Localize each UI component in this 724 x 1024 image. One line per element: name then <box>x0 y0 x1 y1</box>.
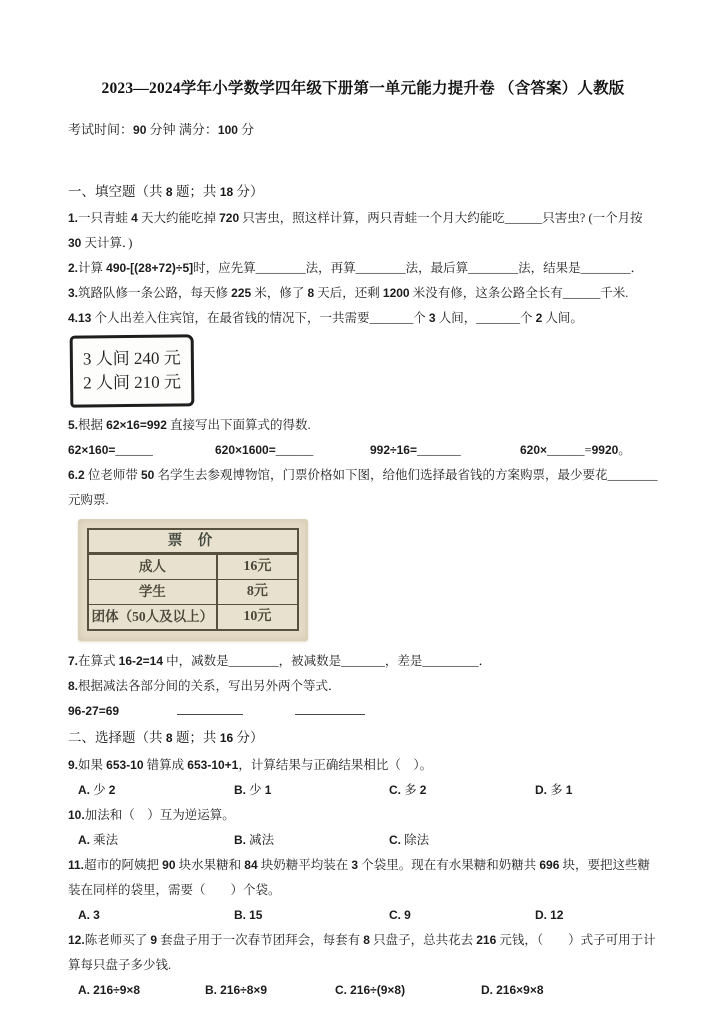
question-8-answer-line <box>68 699 658 724</box>
room-price-sign-image <box>70 334 195 407</box>
answer-blank <box>295 701 365 715</box>
ticket-type-student: 学生 <box>89 580 218 604</box>
question-7-line-1: 7.在算式 16-2=14 中，减数是________，被减数是_______，差是_________． <box>68 654 492 668</box>
section1-heading: 一、填空题（共 8 题；共 18 分） <box>68 184 264 199</box>
question-6 <box>68 463 658 513</box>
question-8-equation: 96-27=69 <box>68 704 120 718</box>
equation-2: 620×1600=______ <box>215 443 314 457</box>
question-10 <box>68 803 658 853</box>
equation-1: 62×160=______ <box>68 443 153 457</box>
question-7 <box>68 649 658 674</box>
option-b: B. 216÷8×9 <box>205 983 268 997</box>
question-11-options <box>68 903 658 928</box>
option-d: D. 216×9×8 <box>481 983 544 997</box>
equation-3: 992÷16=_______ <box>370 443 461 457</box>
question-11 <box>68 853 658 928</box>
question-8-line-1: 8.根据减法各部分间的关系，写出另外两个等式． <box>68 679 341 693</box>
room-price-2person: 2 人间 210 元 <box>83 372 182 393</box>
question-11-line-2: 装在同样的袋里，需要（ ）个袋。 <box>68 883 281 897</box>
question-4 <box>68 306 658 331</box>
table-row <box>89 579 297 604</box>
question-5-line-1: 5.根据 62×16=992 直接写出下面算式的得数. <box>68 418 311 432</box>
ticket-type-group: 团体（50人及以上） <box>89 605 218 629</box>
option-a: A. 3 <box>78 908 100 922</box>
question-10-line-1: 10.加法和（ ）互为逆运算。 <box>68 808 235 822</box>
section2-heading: 二、选择题（共 8 题；共 16 分） <box>68 730 264 745</box>
question-9-line-1: 9.如果 653-10 错算成 653-10+1，计算结果与正确结果相比（ ）。 <box>68 758 433 772</box>
section1-questions <box>68 206 658 724</box>
equation-4: 620×______=9920。 <box>520 443 631 457</box>
option-c: C. 除法 <box>389 833 430 847</box>
question-12-line-1: 12.陈老师买了 9 套盘子用于一次春节团拜会，每套有 8 只盘子，总共花去 216 元钱，（ ）式子可用于计 <box>68 933 656 947</box>
option-a: A. 216÷9×8 <box>78 983 141 997</box>
option-d: D. 12 <box>535 908 564 922</box>
table-row <box>89 604 297 629</box>
question-1-line-1: 1.一只青蛙 4 天大约能吃掉 720 只害虫，照这样计算，两只青蛙一个月大约能吃______只害虫? (一个月按 <box>68 211 643 225</box>
question-12 <box>68 928 658 1003</box>
question-8 <box>68 674 658 724</box>
question-3 <box>68 281 658 306</box>
option-c: C. 216÷(9×8) <box>335 983 406 997</box>
ticket-price-adult: 16元 <box>243 559 272 574</box>
question-5 <box>68 413 658 463</box>
answer-blank <box>177 701 243 715</box>
section2-questions <box>68 753 658 1003</box>
page-title: 2023—2024学年小学数学四年级下册第一单元能力提升卷 （含答案）人教版 <box>101 80 625 97</box>
option-a: A. 少 2 <box>78 783 116 797</box>
question-9 <box>68 753 658 803</box>
question-6-line-2: 元购票. <box>68 493 109 507</box>
option-b: B. 少 1 <box>234 783 272 797</box>
option-b: B. 15 <box>234 908 263 922</box>
question-10-options <box>68 828 658 853</box>
question-11-line-1: 11.超市的阿姨把 90 块水果糖和 84 块奶糖平均装在 3 个袋里。现在有水果糖和奶糖共 696 块，要把这些糖 <box>68 858 651 872</box>
ticket-price-group: 10元 <box>243 609 272 624</box>
option-d: D. 多 1 <box>535 783 573 797</box>
question-2 <box>68 256 658 281</box>
question-3-line-1: 3.筑路队修一条公路，每天修 225 米，修了 8 天后，还剩 1200 米没有修，这条公路全长有______千米. <box>68 286 629 300</box>
exam-meta: 考试时间：90 分钟 满分：100 分 <box>68 122 255 137</box>
ticket-type-adult: 成人 <box>89 555 218 579</box>
table-row <box>89 554 297 579</box>
question-12-line-2: 算每只盘子多少钱. <box>68 958 172 972</box>
ticket-price-table <box>87 528 299 631</box>
question-1-line-2: 30 天计算．) <box>68 236 133 250</box>
question-1 <box>68 206 658 256</box>
option-b: B. 减法 <box>234 833 275 847</box>
question-9-options <box>68 778 658 803</box>
question-12-options <box>68 978 658 1003</box>
room-price-3person: 3 人间 240 元 <box>82 348 181 369</box>
ticket-price-student: 8元 <box>246 584 268 599</box>
question-2-line-1: 2.计算 490-[(28+72)÷5]时，应先算________法，再算________法，最后算________法，结果是________． <box>68 261 644 275</box>
ticket-price-photo <box>78 519 308 641</box>
option-a: A. 乘法 <box>78 833 119 847</box>
option-c: C. 多 2 <box>389 783 427 797</box>
question-6-line-1: 6.2 位老师带 50 名学生去参观博物馆，门票价格如下图，给他们选择最省钱的方案购票，最少要花________ <box>68 468 658 482</box>
option-c: C. 9 <box>389 908 411 922</box>
ticket-price-title: 票 价 <box>89 530 297 554</box>
question-5-equations <box>68 438 658 463</box>
question-4-line-1: 4.13 个人出差入住宾馆，在最省钱的情况下，一共需要_______个 3 人间，_______个 2 人间。 <box>68 311 583 325</box>
